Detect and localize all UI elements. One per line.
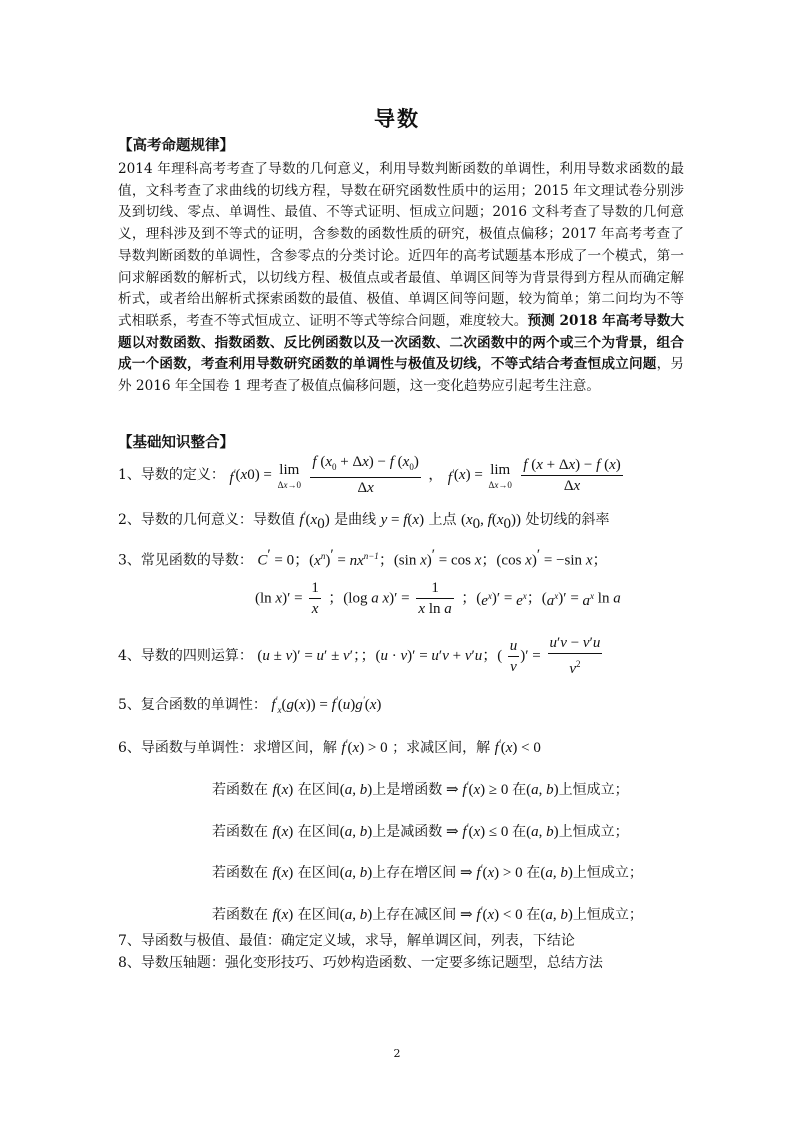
item-6-monotonicity: 6、导函数与单调性：求增区间，解 f′(x) > 0 ；求减区间，解 f′(x) < 0 bbox=[118, 738, 541, 756]
item-5-composite-function: 5、复合函数的单调性： $f'_x(g(x)) = f'(u)g'(x)$ bbox=[118, 695, 382, 715]
item-3-common-derivatives-line2: (ln x)′ = $\frac{1}{x}$ ；(log a x)′ = $\frac{1}{\text{x ln a}}$ ；$(e^x)' = e^x$；$(a^x)' = a^x$ ln a bbox=[255, 580, 621, 617]
limit-symbol: lim Δx→0 bbox=[277, 462, 301, 490]
section-heading-knowledge: 【基础知识整合】 bbox=[118, 434, 234, 451]
item-7-extrema: 7、导函数与极值、最值：确定定义域，求导，解单调区间，列表，下结论 bbox=[118, 933, 575, 949]
paragraph-text-b: ，另外 2016 年全国卷 1 理考查了极值点偏移问题，这一变化趋势应引起考生注意。 bbox=[118, 356, 684, 395]
rule-has-decreasing-interval: 若函数在 f(x) 在区间(a, b)上存在减区间 ⇒ f′(x) < 0 在(a, b)上恒成立； bbox=[212, 905, 643, 923]
rule-increasing: 若函数在 f(x) 在区间(a, b)上是增函数 ⇒ f′(x) ≥ 0 在(a, b)上恒成立； bbox=[212, 780, 629, 798]
paragraph-text-a: 2014 年理科高考考查了导数的几何意义，利用导数判断函数的单调性，利用导数求函数的最值，文科考查了求曲线的切线方程，导数在研究函数性质中的运用；2015 年文理试卷分别涉及到切线、零点、单调性、最值、不等式证明、恒成立问题；2016 文科考查了导数的几何意义，理科涉及到不等式的证明，含参数的函数性质的研究，极值点偏移；2017 年高考考查了导数判断函数的单调性，含参零点的分类讨论。近四年的高考试题基本形成了一个模式，第一问求解函数的解析式，以切线方程、极值点或者最值、单调区间等为背景得到方程从而确定解析式，或者给出解析式探索函数的最值、极值、单调区间等问题，较为简单；第二问均为不等式相联系，考查不等式恒成立、证明不等式等综合问题，难度较大。 bbox=[118, 161, 684, 329]
item-3-common-derivatives: 3、常见函数的导数： C′ = 0；$(x^n)' = nx^{n-1}$；(sin x)′ = cos x；(cos x)′ = −sin x； bbox=[118, 547, 608, 569]
item-4-arithmetic-rules: 4、导数的四则运算： (u ± v)′ = u′ ± v′；；(u · v)′ = u′v + v′u；( $\frac{u}{v}$ )′ = $\frac{u'v - v'u}{v^2}$ bbox=[118, 635, 601, 677]
definition-fraction-2: $\frac{f (x + \Delta x) - f (x)}{\Delta x}$ bbox=[523, 456, 621, 494]
page-title: 导数 bbox=[374, 106, 420, 131]
item-8-hard-problems: 8、导数压轴题：强化变形技巧、巧妙构造函数、一定要多练记题型，总结方法 bbox=[118, 955, 603, 971]
page-number: 2 bbox=[393, 1047, 401, 1060]
item-2-geometric-meaning: 2、导数的几何意义：导数值 $f'(x_0)$ 是曲线 y = f(x) 上点 ($x_0$, $f(x_0)$) 处切线的斜率 bbox=[118, 510, 610, 532]
rules-paragraph bbox=[118, 159, 684, 398]
paragraph-bold-prediction: 预测 2018 年高考导数大题以对数函数、指数函数、反比例函数以及一次函数、二次函数中的两个或三个为背景，组合成一个函数，考查利用导数研究函数的单调性与极值及切线，不等式结合考查恒成立问题 bbox=[118, 312, 684, 373]
rule-has-increasing-interval: 若函数在 f(x) 在区间(a, b)上存在增区间 ⇒ f′(x) > 0 在(a, b)上恒成立； bbox=[212, 863, 643, 881]
item-1-label: 1、导数的定义： bbox=[118, 467, 225, 483]
item-1-derivative-definition: 1、导数的定义： f′(x0) = lim Δx→0 $\frac{f (x_0 + \Delta x) - f (x_0)}{\Delta x}$ ， f′(x) = lim Δx→0 $\frac{f (x + \Delta x) - f (x)}{\Delta x}$ bbox=[118, 454, 621, 496]
definition-fraction-1: $\frac{f (x_0 + \Delta x) - f (x_0)}{\Delta x}$ bbox=[312, 454, 419, 496]
section-heading-rules: 【高考命题规律】 bbox=[118, 137, 234, 154]
rule-decreasing: 若函数在 f(x) 在区间(a, b)上是减函数 ⇒ f′(x) ≤ 0 在(a, b)上恒成立； bbox=[212, 822, 629, 840]
